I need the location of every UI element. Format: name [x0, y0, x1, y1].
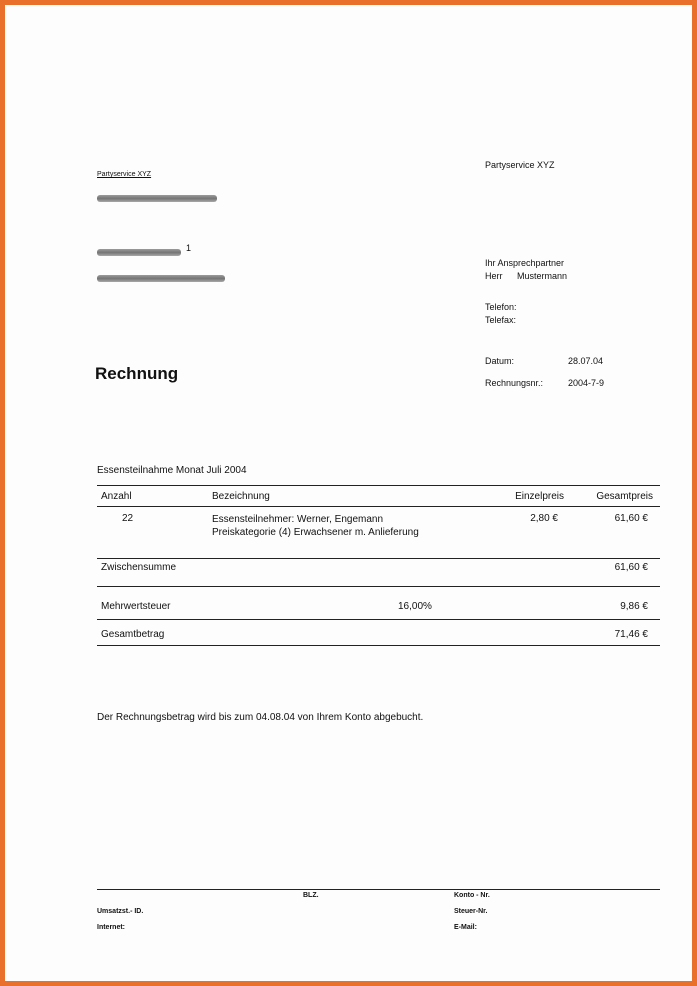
invoice-number-label: Rechnungsnr.: — [485, 378, 544, 388]
grand-total-label: Gesamtbetrag — [101, 629, 165, 640]
company-name: Partyservice XYZ — [485, 160, 555, 170]
subtotal-label: Zwischensumme — [101, 562, 177, 573]
tax-rate: 16,00% — [398, 601, 432, 612]
row-description: Essensteilnehmer: Werner, Engemann Preiskategorie (4) Erwachsener m. Anlieferung — [212, 514, 419, 538]
date-label: Datum: — [485, 356, 515, 366]
payment-note: Der Rechnungsbetrag wird bis zum 04.08.04 von Ihrem Konto abgebucht. — [97, 712, 424, 723]
header-rule — [97, 506, 660, 507]
header-desc: Bezeichnung — [212, 491, 270, 502]
row-qty: 22 — [122, 513, 134, 524]
contact-prefix: Herr — [485, 271, 503, 281]
tax-value: 9,86 € — [620, 601, 648, 612]
footer-rule — [97, 889, 660, 890]
tax-label: Mehrwertsteuer — [101, 601, 171, 612]
footer-internet: Internet: — [97, 924, 125, 931]
sender-line: Partyservice XYZ — [97, 171, 152, 178]
invoice-title: Rechnung — [95, 364, 179, 383]
tax-rule — [97, 619, 660, 620]
grand-total-rule — [97, 645, 660, 646]
footer-tax-number: Steuer-Nr. — [454, 908, 488, 915]
invoice-subject: Essensteilnahme Monat Juli 2004 — [97, 465, 247, 476]
footer-vat-id: Umsatzst.- ID. — [97, 908, 144, 915]
phone-label: Telefon: — [485, 302, 517, 312]
date-value: 28.07.04 — [568, 356, 604, 366]
header-unit-price: Einzelpreis — [515, 491, 564, 502]
subtotal-rule — [97, 586, 660, 587]
row-total-price: 61,60 € — [614, 513, 648, 524]
footer-blz: BLZ. — [303, 892, 319, 899]
footer-email: E-Mail: — [454, 924, 477, 931]
table-top-rule — [97, 485, 660, 486]
contact-name: Mustermann — [517, 271, 568, 281]
redacted-city — [97, 275, 225, 282]
row-unit-price: 2,80 € — [530, 513, 558, 524]
header-total-price: Gesamtpreis — [596, 491, 653, 502]
row-rule — [97, 558, 660, 559]
contact-label: Ihr Ansprechpartner — [485, 258, 565, 268]
grand-total-value: 71,46 € — [614, 629, 648, 640]
redacted-recipient-name — [97, 195, 217, 202]
subtotal-value: 61,60 € — [614, 562, 648, 573]
header-qty: Anzahl — [101, 491, 132, 502]
redacted-street — [97, 249, 181, 256]
footer-account: Konto - Nr. — [454, 892, 490, 899]
street-number: 1 — [186, 243, 192, 253]
invoice-number-value: 2004-7-9 — [568, 378, 605, 388]
fax-label: Telefax: — [485, 315, 517, 325]
